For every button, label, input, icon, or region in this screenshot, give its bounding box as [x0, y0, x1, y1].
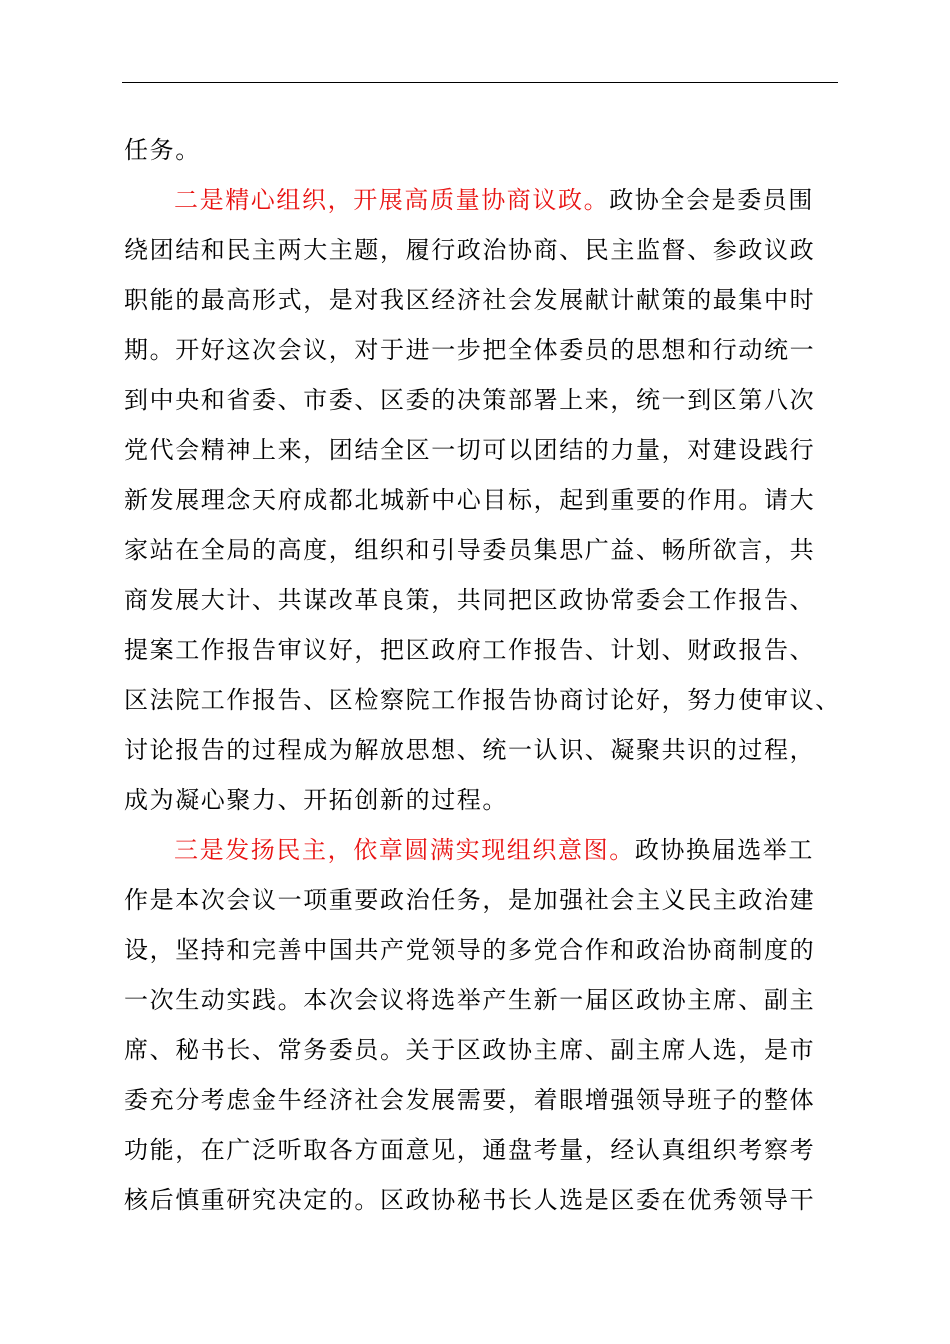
body-text: [124, 125, 864, 1225]
text-line: 功能，在广泛听取各方面意见，通盘考量，经认真组织考察考: [124, 1136, 816, 1164]
text-line: 职能的最高形式，是对我区经济社会发展献计献策的最集中时: [124, 286, 816, 314]
text-line: 一次生动实践。本次会议将选举产生新一届区政协主席、副主: [124, 986, 816, 1014]
text-line: 新发展理念天府成都北城新中心目标，起到重要的作用。请大: [124, 486, 816, 514]
text-line: 席、秘书长、常务委员。关于区政协主席、副主席人选，是市: [124, 1036, 816, 1064]
text-line: 任务。: [124, 136, 201, 164]
text-line: 到中央和省委、市委、区委的决策部署上来，统一到区第八次: [124, 386, 816, 414]
text-line: 绕团结和民主两大主题，履行政治协商、民主监督、参政议政: [124, 236, 816, 264]
header-rule: [122, 82, 838, 83]
text-line: 党代会精神上来，团结全区一切可以团结的力量，对建设践行: [124, 436, 816, 464]
section-heading: 三是发扬民主，依章圆满实现组织意图。: [174, 836, 635, 864]
text-line: 提案工作报告审议好，把区政府工作报告、计划、财政报告、: [124, 636, 816, 664]
text-line: 核后慎重研究决定的。区政协秘书长人选是区委在优秀领导干: [124, 1186, 816, 1214]
text-line: 二是精心组织，开展高质量协商议政。政协全会是委员围: [174, 186, 815, 214]
text-line: 家站在全局的高度，组织和引导委员集思广益、畅所欲言，共: [124, 536, 816, 564]
section-heading: 二是精心组织，开展高质量协商议政。: [174, 186, 610, 214]
text-line: 作是本次会议一项重要政治任务，是加强社会主义民主政治建: [124, 886, 816, 914]
text-line: 期。开好这次会议，对于进一步把全体委员的思想和行动统一: [124, 336, 816, 364]
text-line: 三是发扬民主，依章圆满实现组织意图。政协换届选举工: [174, 836, 815, 864]
text-line: 委充分考虑金牛经济社会发展需要，着眼增强领导班子的整体: [124, 1086, 816, 1114]
text-line: 设，坚持和完善中国共产党领导的多党合作和政治协商制度的: [124, 936, 816, 964]
text-line: 商发展大计、共谋改革良策，共同把区政协常委会工作报告、: [124, 586, 816, 614]
text-line: 成为凝心聚力、开拓创新的过程。: [124, 786, 508, 814]
text-line: 区法院工作报告、区检察院工作报告协商讨论好，努力使审议、: [124, 686, 841, 714]
text-line: 讨论报告的过程成为解放思想、统一认识、凝聚共识的过程，: [124, 736, 816, 764]
